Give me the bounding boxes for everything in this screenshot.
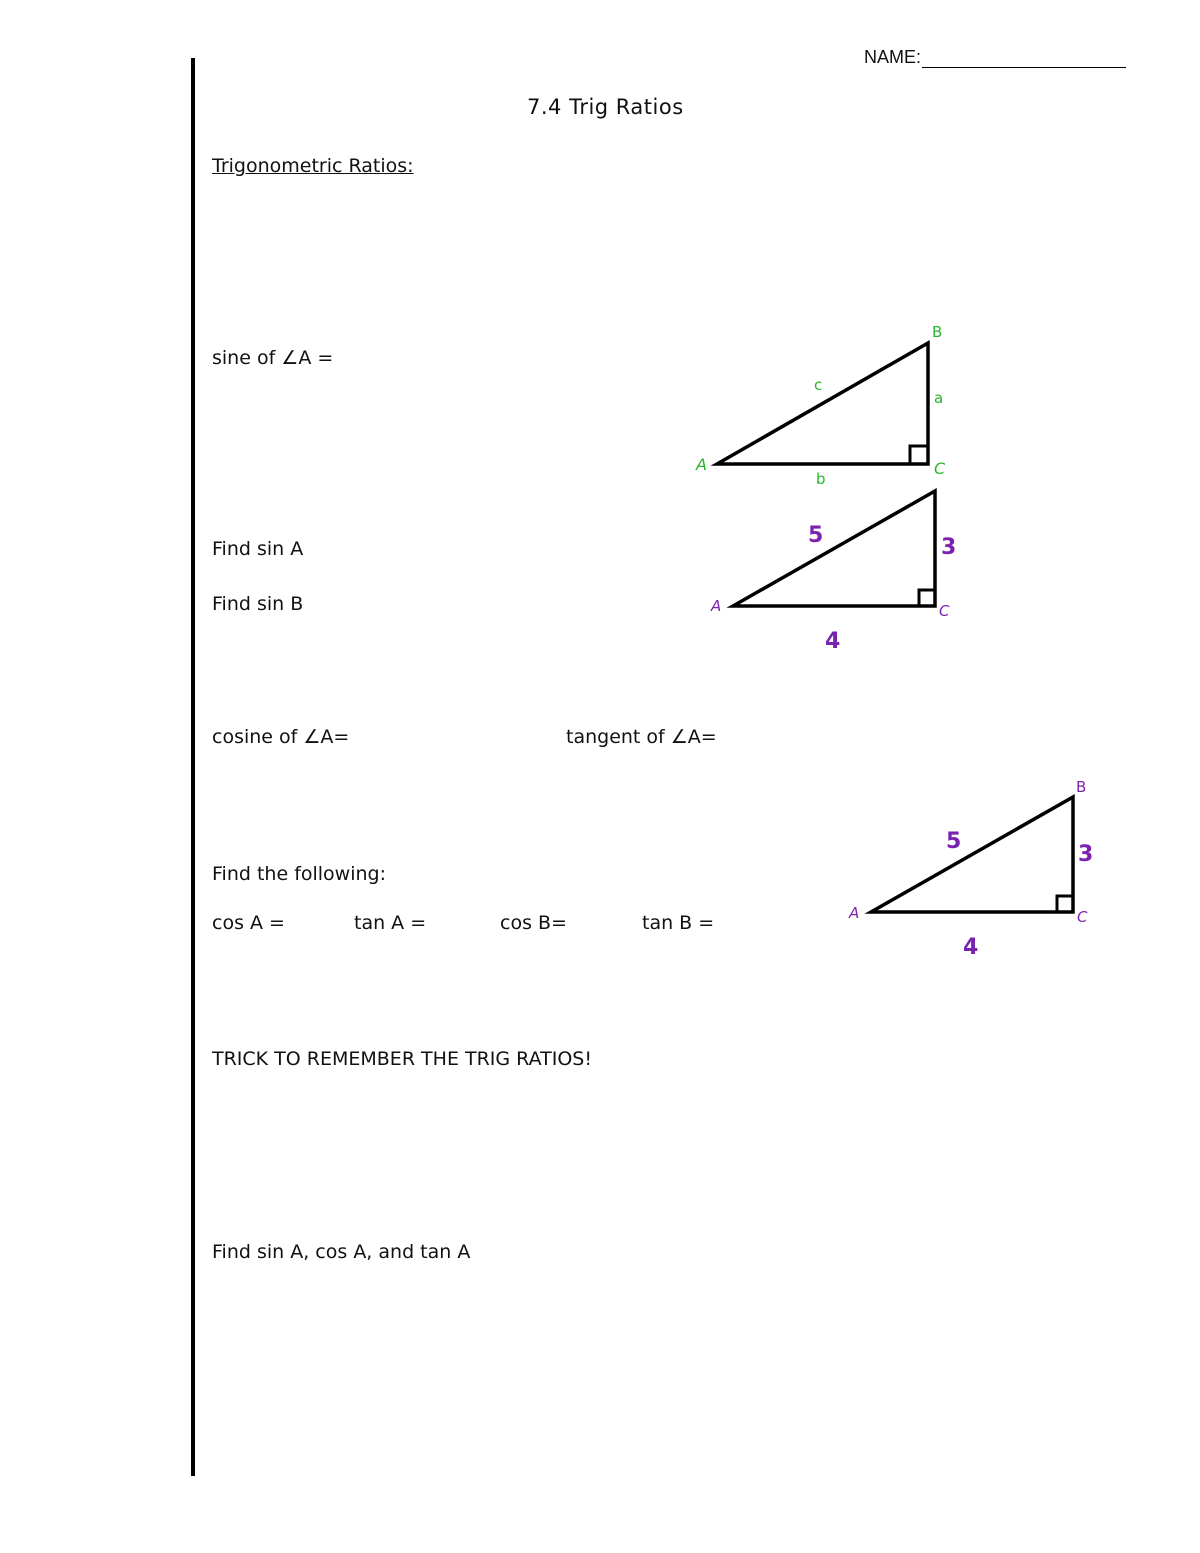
tan-a-prompt: tan A = bbox=[354, 912, 427, 934]
adjacent-label: 4 bbox=[825, 629, 841, 654]
opposite-label: 3 bbox=[941, 535, 957, 560]
find-sin-a-prompt: Find sin A bbox=[212, 538, 304, 560]
side-b-label: b bbox=[816, 470, 826, 488]
vertex-a-label: A bbox=[711, 597, 722, 615]
vertex-c-label: C bbox=[939, 602, 950, 620]
opposite-label: 3 bbox=[1078, 842, 1094, 867]
side-a-label: a bbox=[934, 389, 944, 407]
cos-b-prompt: cos B= bbox=[500, 912, 567, 934]
tan-b-prompt: tan B = bbox=[642, 912, 715, 934]
find-sin-b-prompt: Find sin B bbox=[212, 593, 304, 615]
vertex-c-label: C bbox=[1077, 908, 1088, 926]
vertex-a-label: A bbox=[696, 455, 707, 474]
name-label: NAME: bbox=[864, 47, 922, 67]
cos-a-prompt: cos A = bbox=[212, 912, 285, 934]
vertex-a-label: A bbox=[849, 904, 860, 922]
right-angle-marker bbox=[1057, 896, 1073, 912]
section-heading: Trigonometric Ratios: bbox=[212, 155, 414, 177]
page-title: 7.4 Trig Ratios bbox=[527, 95, 684, 119]
vertex-b-label: B bbox=[1076, 778, 1087, 796]
sine-prompt: sine of ∠A = bbox=[212, 347, 334, 369]
hypotenuse-label: 5 bbox=[808, 523, 824, 548]
cosine-prompt: cosine of ∠A= bbox=[212, 726, 350, 748]
vertex-b-label: B bbox=[932, 323, 943, 341]
vertex-c-label: C bbox=[934, 459, 946, 478]
tangent-prompt: tangent of ∠A= bbox=[566, 726, 717, 748]
hypotenuse-label: 5 bbox=[946, 829, 962, 854]
triangle-3-shape bbox=[871, 797, 1073, 912]
trick-heading: TRICK TO REMEMBER THE TRIG RATIOS! bbox=[212, 1048, 592, 1070]
adjacent-label: 4 bbox=[963, 935, 979, 960]
find-all-prompt: Find sin A, cos A, and tan A bbox=[212, 1241, 471, 1263]
find-following-prompt: Find the following: bbox=[212, 863, 387, 885]
side-c-label: c bbox=[814, 376, 823, 394]
